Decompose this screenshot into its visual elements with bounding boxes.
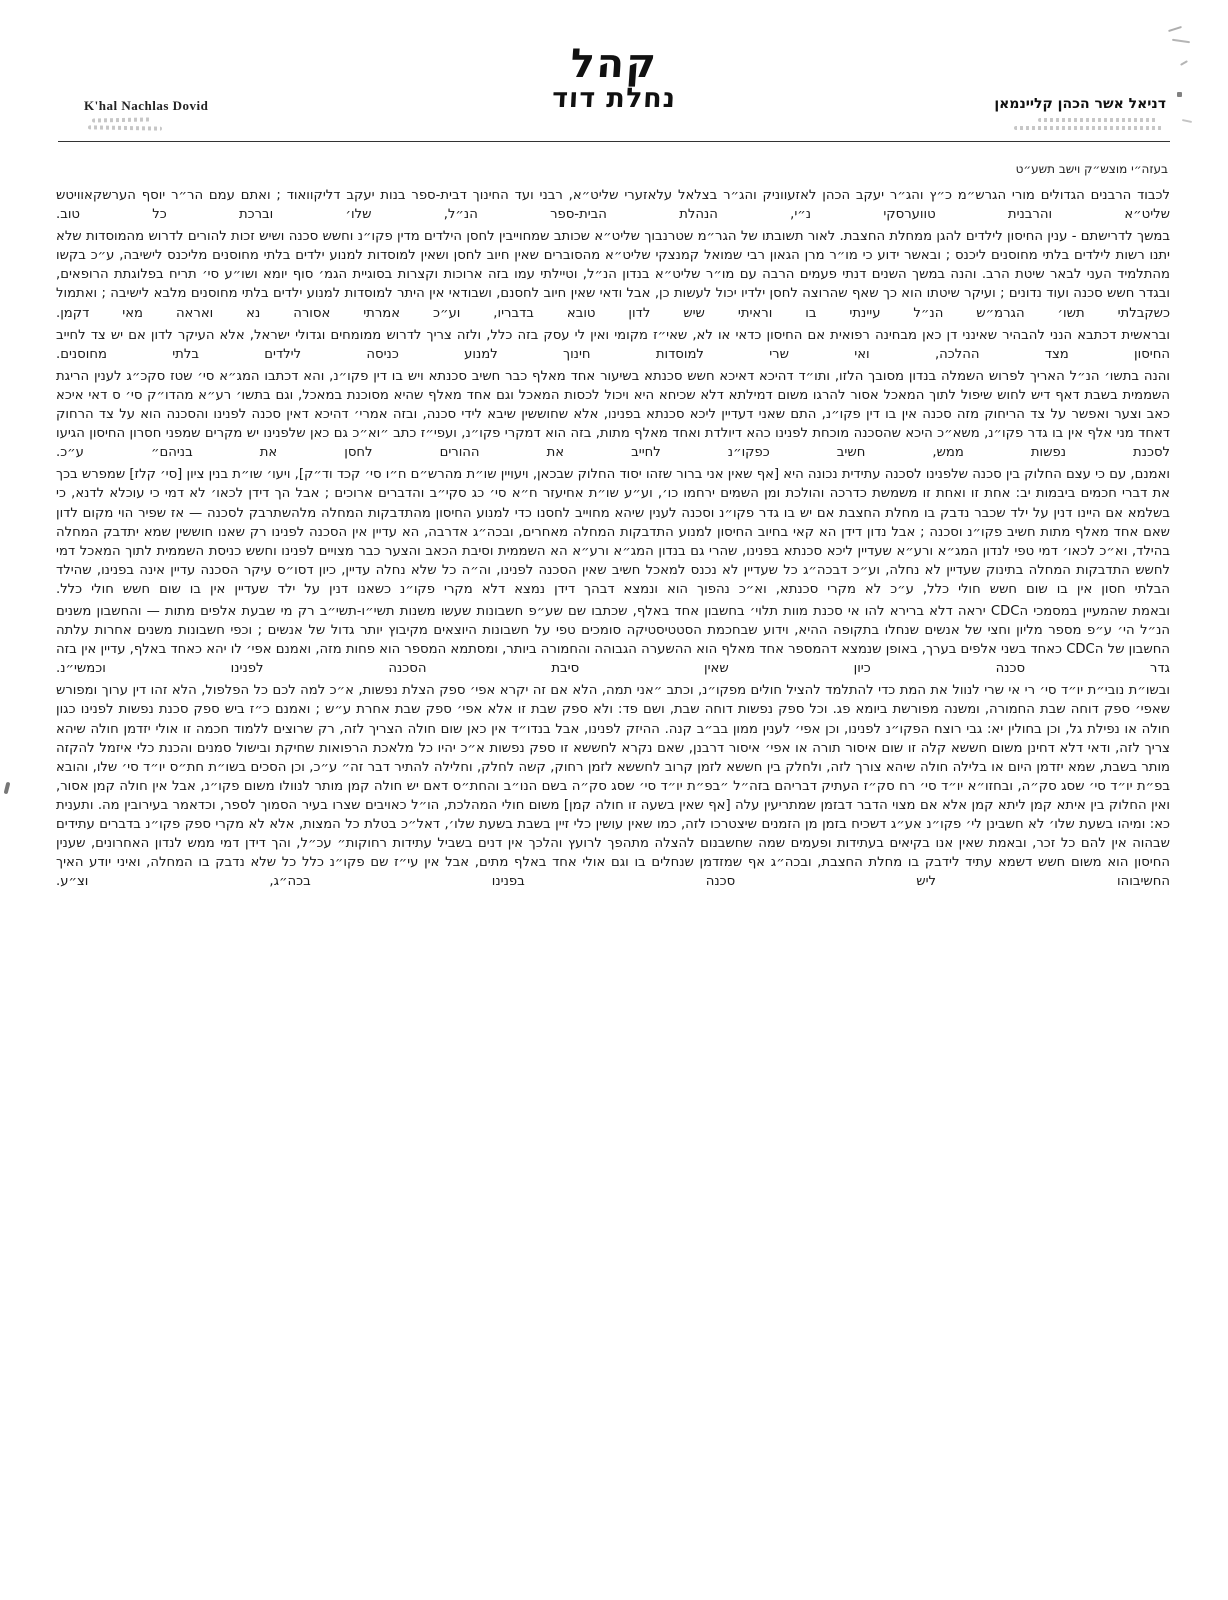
address-line-illegible <box>1038 118 1158 122</box>
letter-body <box>56 186 1170 894</box>
address-line-illegible <box>1014 126 1164 130</box>
address-line-illegible <box>88 125 162 130</box>
body-paragraph: ואמנם, עם כי עצם החלוק בין סכנה שלפנינו לסכנה עתידית נכונה היא [אף שאין אני ברור שזהו יסוד החלוק שבכאן, ויעויין שו״ת מהרש״ם ח״ו סי׳ קכד וד״ק], ויעו׳ שו״ת בנין ציון [סי׳ קלז] שמפרש בכך את דברי חכמים ביבמות יב: אחת זו ואחת זו משמשת כדרכה והולכת ומן השמים ירחמו כו׳, וע״ע שו״ת אחיעזר ח״א סי׳ כג סקי״ב והדברים ארוכים ; אבל הך דידן לכאו׳ לא דמי כי עוכלא לדנא, כי בשלמא אם היינו דנין על ילד שכבר נדבק בו מחלת החצבת אם יש בו גדר פקו״נ וסכנה לענין שיהא מחוייב לחסנו כדי למנוע החיסון מהתדבקות המחלה מלהשתרבק לסכנה — אז שפיר הוי מקום לדון שאם אחד מאלף מתות חשיב פקו״נ וסכנה ; אבל נדון דידן הא קאי בחיוב החיסון למנוע התדבקות המחלה מאחרים, ובכה״ג אדרבה, הא עדיין אין הסכנה לפנינו רק שאנו חוששין שמא יתדבק המחלה בהילד, וא״כ לכאו׳ דמי טפי לנדון המג״א ורע״א שעדיין ליכא סכנתא בפנינו, שהרי גם בנדון המג״א ורע״א הא השממית וסיבת הכאב והצער כבר מצויים לפנינו וחשש כניסת השממית לתוך המאכל דמי לחשש התדבקות המחלה בתינוק שעדיין לא נחלה, וע״כ דבכה״ג כל שעדיין לא נכנס למאכל חשיב שאין הסכנה לפנינו, וה״ה כל שלא נחלה עדיין, כיון דסו״ס עיקר הסכנה עדיין אינה בפנינו, שהילד הבלתי חסון אין בו שום חשש חולי כלל, ע״כ לא מקרי סכנתא, וא״כ נהפוך הוא ונמצא דבהך דידן נמצא דלא מקרי פקו״נ כשאנו דנין על ילד שעדיין אין בו שום חשש חולי כלל. <box>56 467 1170 597</box>
body-paragraph-salutation: לכבוד הרבנים הגדולים מורי הגרש״מ כ״ץ והג״ר יעקב הכהן לאזעווניק והג״ר בצלאל עלאזערי שליט״א, רבני ועד החינוך דבית-ספר בנות יעקב דליקוואוד ; ואתם עמם הר״ר יוסף הערשקאוויטש שליט״א והרבנית טווערסקי נ״י, הנהלת הבית-ספר הנ״ל, שלו׳ וברכת כל טוב. <box>56 188 1170 223</box>
body-paragraph: והנה בתשו׳ הנ״ל האריך לפרוש השמלה בנדון מסובך הלזו, ותו״ד דהיכא דאיכא חשש סכנתא בשיעור אחד מאלף כבר חשיב סכנתא ויש בו דין פקו״נ, והא דכתבו המג״א סי׳ שטז סקכ״ג לענין הריגת השממית בשבת דאף דיש לחוש שיפול לתוך המאכל אסור להרגו משום דמילתא דלא שכיחא היא ויכול לכסות המאכל וגם אחד מאלף שהיא מסוכנת במאכל, וגם בתשו׳ רע״א מהדו״ק סי׳ ס דאי איכא כאב וצער ואפשר על צד הריחוק מזה סכנה אין בו דין פקו״נ, התם שאני דעדיין ליכא סכנתא בפנינו, אלא שחוששין שיבא לידי סכנה, ובזה אמרי׳ דהיכא דאין סכנה לפנינו והסכנה הוא על צד הרחוק דאחד מני אלף אין בו גדר פקו״נ, משא״כ היכא שהסכנה מוכחת לפנינו כהא דיולדת ואחד מאלף מתות, בזה הוא דמקרי פקו״נ, ועפי״ז כתב ״וא״כ גם כאן שלפנינו יש מקרים שמפני חסרון החיסון הגיעו לסכנת נפשות ממש, חשיב כפקו״נ לחייב את ההורים לחסן את בניהם״ ע״כ. <box>56 368 1170 461</box>
org-logo <box>551 41 677 114</box>
body-paragraph: במשך לדרישתם - ענין החיסון לילדים להגן ממחלת החצבת. לאור תשובתו של הגר״מ שטרנבוך שליט״א שכותב שמחוייבין לחסן הילדים מדין פקו״נ וחשש סכנה ושיש זכות להורים לדרוש מהמוסדות שלא יתנו רשות לילדים בלתי מחוסנים ליכנס ; ובאשר ידוע כי מו״ר מרן הגאון רבי שמואל קמנצקי שליט״א מהסוברים שאין חיוב לחסן ושאין למוסדות למנוע ילדים בלתי מחוסנים מליכנס לישיבה, ע״כ בקשו מהתלמיד העני לבאר שיטת הרב. והנה במשך השנים דנתי פעמים הרבה עם מו״ר שליט״א בנדון הנ״ל, וטיילתי עמו בזה ארוכות וקצרות בסוגיית הגמ׳ סוף יומא ושו״ע סי׳ תריח בפלוגתת הרופאים, ובגדר חשש סכנה ועוד נדונים ; ועיקר שיטתו הוא כך שאף שהרוצה לחסן ילדיו יכול לעשות כן, אבל ודאי שאין חיוב לחסנם, ושבודאי אין היתר למוסדות למנוע ילדים בלתי מחוסנים מלבא לישיבה ; ואתמול כשקבלתי תשו׳ הגרמ״ש הנ״ל עיינתי בו וראיתי שיש לדון טובא בדבריו, וע״כ אמרתי אסורה נא ואראה מאי דקמן. <box>56 229 1170 321</box>
letterhead <box>0 0 1228 150</box>
org-name-latin: K'hal Nachlas Dovid <box>84 98 209 113</box>
author-name: דניאל אשר הכהן קליינמאן <box>994 96 1166 112</box>
logo-text-top: קהל <box>568 41 660 87</box>
letterhead-divider <box>58 141 1170 142</box>
date-line: בעזה״י מוצש״ק וישב תשע״ט <box>1015 162 1168 176</box>
logo-text-bottom: נחלת דוד <box>551 83 677 114</box>
body-paragraph: ובאמת שהמעיין במסמכי הCDC יראה דלא ברירא להו אי סכנת מוות תלוי׳ בחשבון אחד באלף, שכתבו שם שע״פ חשבונות שעשו משנות תשי״ו-תשי״ב רק מי שבעת אלפים מתות — והחשבון משנים הנ״ל הי׳ ע״פ מספר מליון וחצי של אנשים שנחלו בתקופה ההיא, וידוע שבחכמת הסטטיסטיקה סומכים טפי על חשבונות היוצאים מקיבוץ יותר גדול של אנשים ; וכפי חשבונות משנים אחרות עלתה החשבון של הCDC כאחד בשני אלפים בערך, באופן שנמצא דהמספר אחד מאלף הוא ההשערה הגבוהה והחמורה ביותר, ומסתמא המספר הוא פחות מזה, ואמנם אפי׳ לו יהא כאחד באלף, עדיין אין בזה גדר סכנה כיון שאין סיבת הסכנה לפנינו וכמשי״נ. <box>55 603 1170 677</box>
address-line-illegible <box>92 117 150 122</box>
margin-pen-mark <box>4 782 11 795</box>
body-paragraph: ובראשית דכתבא הנני להבהיר שאינני דן כאן מבחינה רפואית אם החיסון כדאי או לא, שאי״ז מקומי ואין לי עסק בזה כלל, ולזה צריך לדרוש ממומחים וגדולי ישראל, אלא העיקר לדון אם יש צד לחייב החיסון מצד ההלכה, ואי שרי למוסדות חינוך למנוע כניסה לילדים בלתי מחוסנים. <box>56 327 1170 362</box>
body-paragraph: ובשו״ת נובי״ת יו״ד סי׳ רי אי שרי לנוול את המת כדי להתלמד להציל חולים מפקו״נ, וכתב ״אני תמה, הלא אם זה יקרא אפי׳ ספק הצלת נפשות, א״כ למה לכם כל הפלפול, הלא זהו דין ערוך ומפורש שאפי׳ ספק דוחה שבת החמורה, ומשנה מפורשת ביומא פג. וכל ספק נפשות דוחה שבת, ושם פד: ולא ספק שבת זו אלא אפי׳ ספק שבת אחרת ע״ש ; ואמנם כ״ז ביש ספק סכנת נפשות לפנינו כגון חולה או נפילת גל, וכן בחולין יא: גבי רוצח הפקו״נ לפנינו, וכן אפי׳ לענין ממון בב״ב קנה. ההיזק לפנינו, אבל בנדו״ד אין כאן שום חולה הצריך לזה, רק שרוצים ללמוד חכמה זו אולי יזדמן חולה שיהא צריך לזה, ודאי דלא דחינן משום חששא קלה זו שום איסור תורה או אפי׳ איסור דרבנן, שאם נקרא לחששא זו ספק נפשות א״כ יהיו כל מלאכת הרפואות שחיקת ובישול סמנים והכנת כלי איזמל להקזה מותר בשבת, שמא יזדמן היום או בלילה חולה שיהא צורך לזה, ולחלק בין חששא לזמן קרוב לחששא לזמן רחוק, קשה לחלק, וחלילה להתיר דבר זה״ ע״כ, וכן הסכים בשו״ת חת״ס יו״ד סי׳ שלו, והובא בפ״ת יו״ד סי׳ שסג סק״ה, ובחזו״א יו״ד סי׳ רח סק״ז העתיק דבריהם בזה״ל ״בפ״ת יו״ד סי׳ שסג סק״ה בשם הנו״ב והחת״ס דאם יש חולה קמן מותר לנוולו משום פקו״נ, אבל אין חולה קמן אסור, ואין החלוק בין איתא קמן ליתא קמן אלא אם מצוי הדבר דבזמן שמתריעין עלה [אף שאין בשעה זו חולה קמן] משום חולי המהלכת, הו״ל כאויבים שצרו בעיר הסמוך לספר, וכדאמר בעירובין מה. ותענית כא: ומיהו בשעת שלו׳ לא חשבינן לי׳ פקו״נ אע״ג דשכיח בזמן מן הזמנים שיצטרכו לזה, כמו שאין עושין כלי זיין בשבת בשעת שלו׳, דאל״כ בטלת כל המצות, אלא לא מקרי ספק פקו״נ בדברים עתידים שבהוה אין להם כל זכר, ובאמת שאין אנו בקיאים בעתידות ופעמים שמה שחשבנום להצלה מתהפך לרועץ והלכך אין דנים בשביל עתידות רחוקות״ עכ״ל, והך דידן דמי ממש לנדון האחרונים, שענין החיסון הוא משום חשש דשמא עתיד לידבק בו מחלת החצבת, ובכה״ג אף שמזדמן שנחלים בו וגם אולי אחד באלף מתים, אבל אין עי״ז שם פקו״נ כלל כל שלא נדבק בו המחלה, ואיני יודע האיך החשיבוהו ליש סכנה בפנינו בכה״ג, וצ״ע. <box>56 683 1170 890</box>
